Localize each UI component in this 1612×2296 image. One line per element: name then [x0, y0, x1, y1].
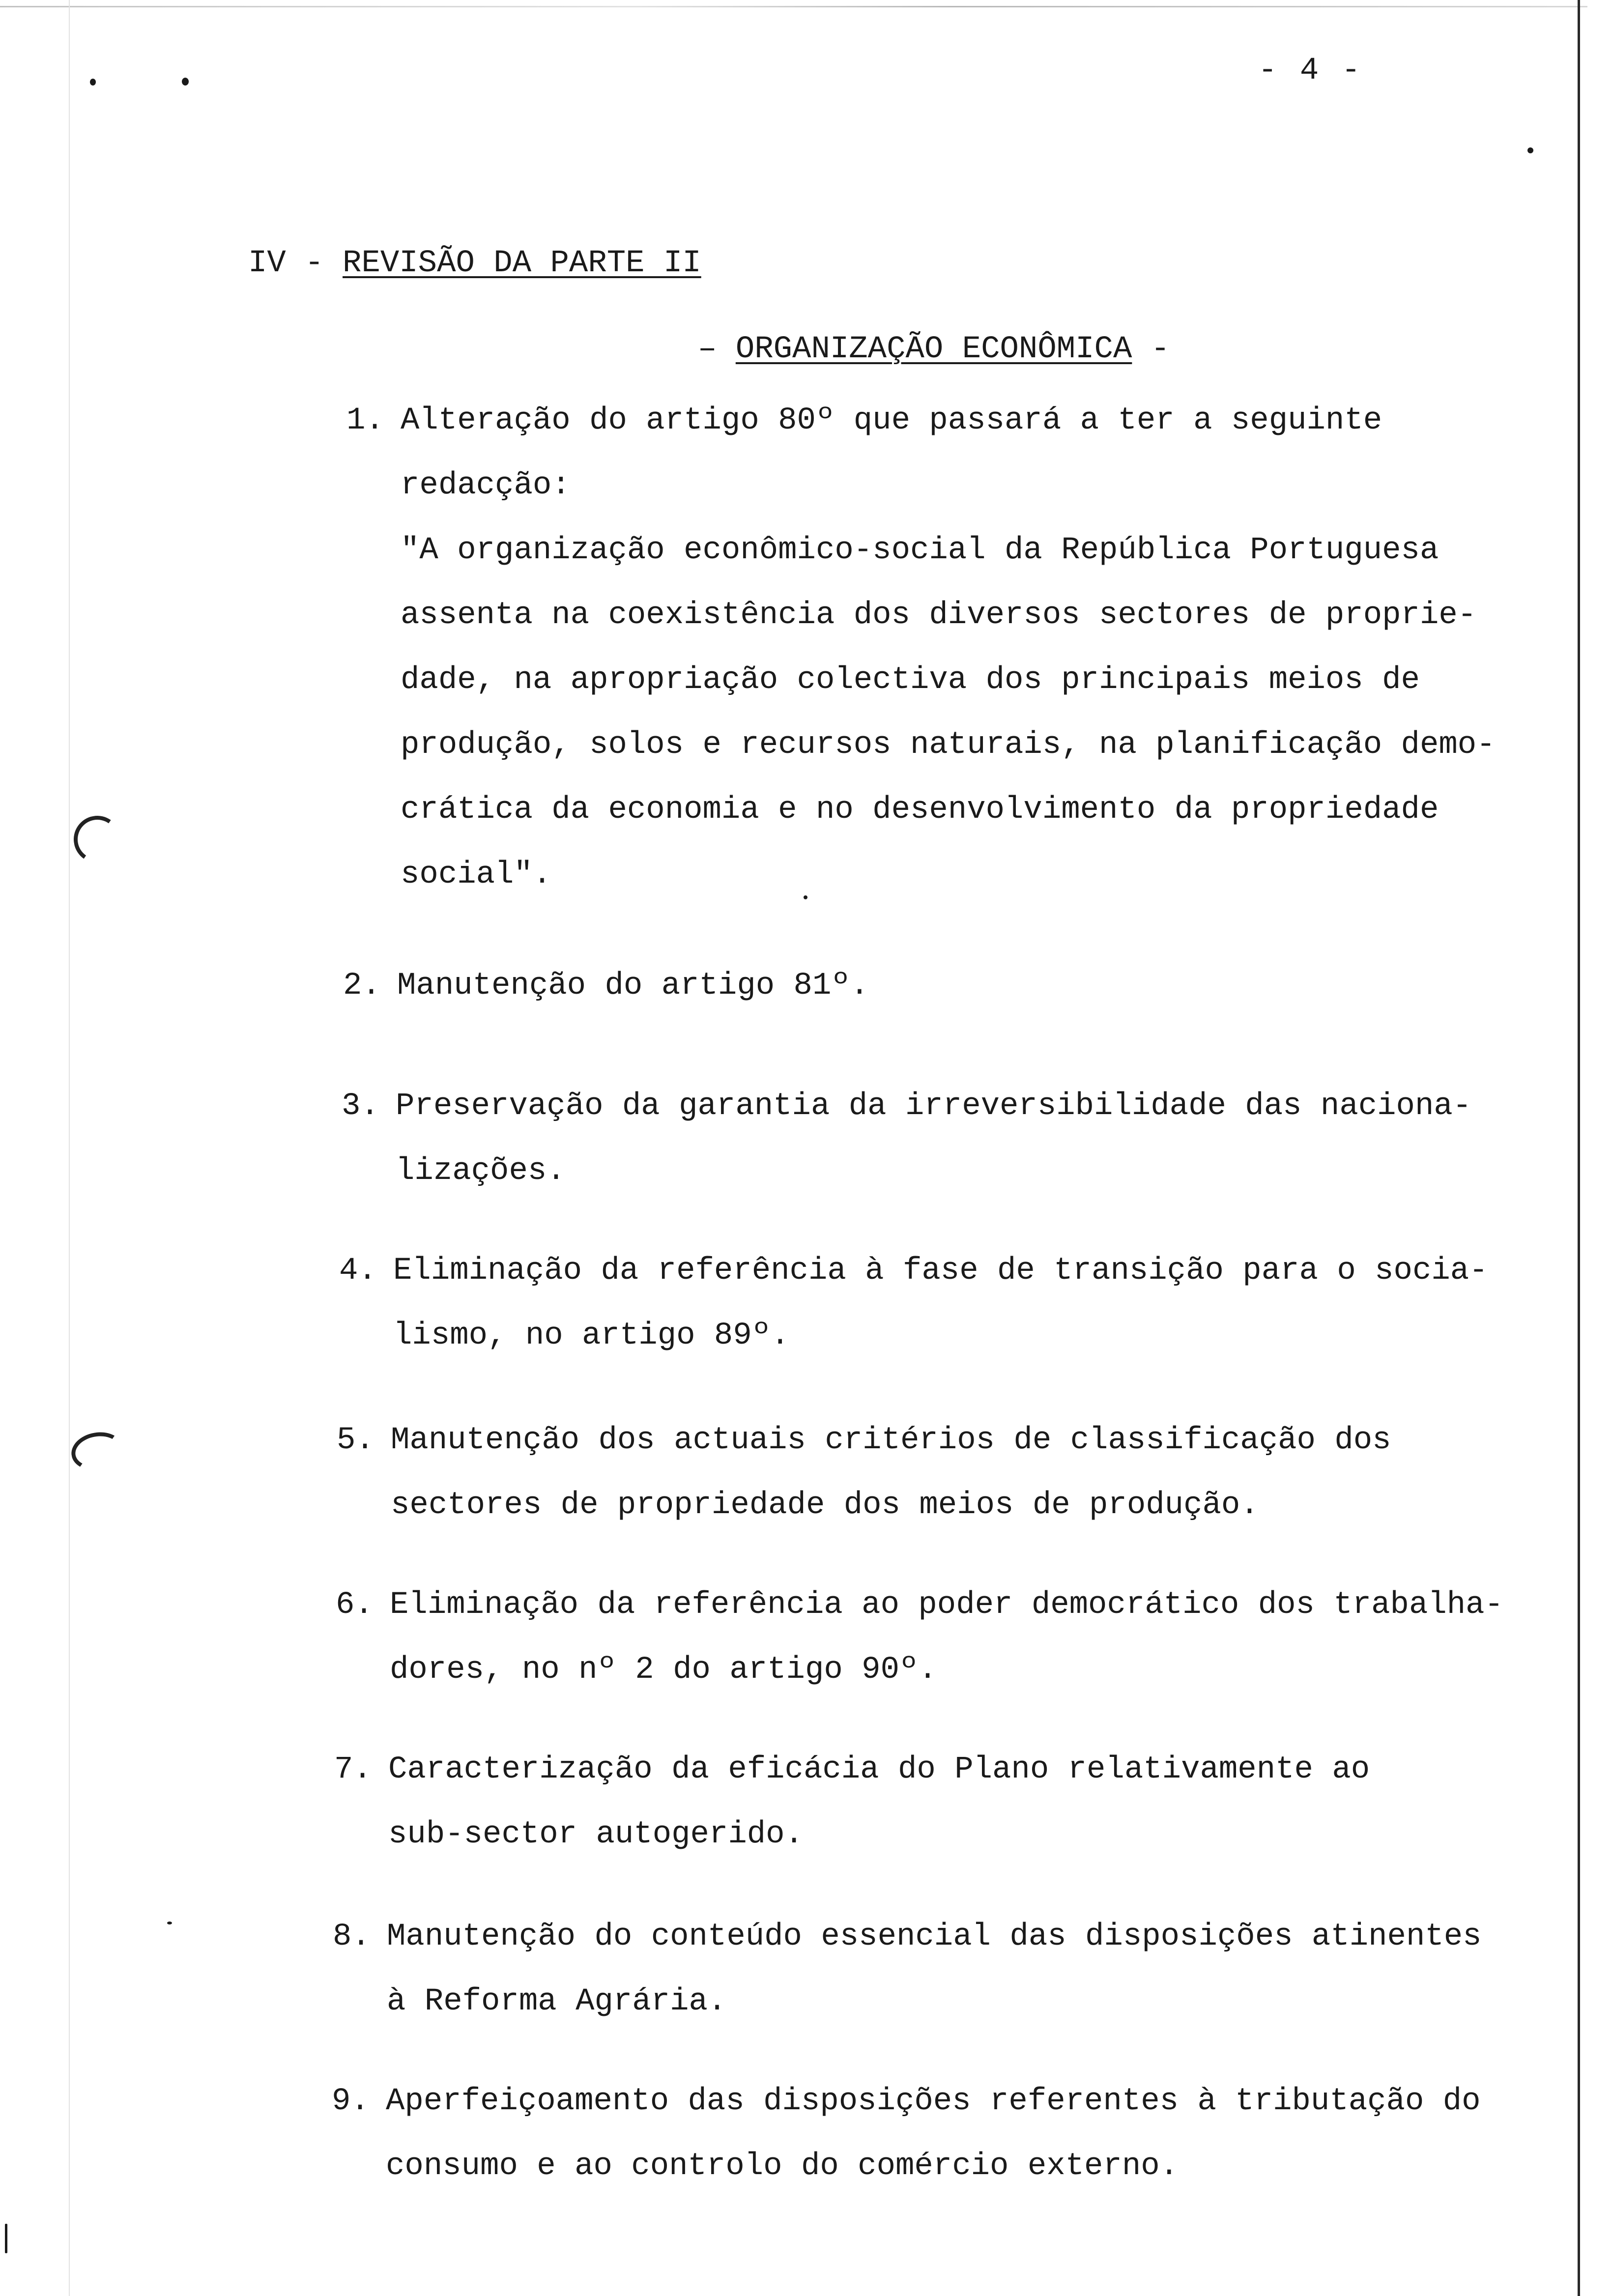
item-line: Preservação da garantia da irreversibilidade das naciona-	[396, 1089, 1472, 1124]
item-number: 3.	[342, 1089, 379, 1124]
item-line: dade, na apropriação colectiva dos principais meios de	[401, 662, 1420, 698]
item-line: lismo, no artigo 89º.	[393, 1318, 790, 1353]
item-line: sectores de propriedade dos meios de produção.	[391, 1488, 1259, 1523]
item-number: 7.	[334, 1752, 372, 1787]
scan-right-edge	[1578, 0, 1580, 2296]
list-item	[334, 1737, 1370, 1867]
item-line: consumo e ao controlo do comércio externo.	[386, 2149, 1179, 2184]
list-item	[339, 1238, 1488, 1368]
scan-speck	[5, 2224, 7, 2253]
item-line: redacção:	[401, 468, 571, 503]
item-line: Caracterização da eficácia do Plano relativamente ao	[388, 1752, 1370, 1787]
section-heading	[248, 246, 701, 281]
scan-speck	[182, 78, 189, 86]
page-number: - 4 -	[1258, 53, 1363, 88]
item-number: 8.	[333, 1919, 371, 1954]
scan-speck	[90, 79, 96, 86]
section-subtitle-tail: -	[1132, 332, 1170, 367]
item-line: Aperfeiçoamento das disposições referentes à tributação do	[386, 2084, 1481, 2119]
item-line: Manutenção do artigo 81º.	[397, 968, 869, 1004]
item-line: "A organização econômico-social da República Portuguesa	[401, 533, 1439, 568]
item-number: 2.	[343, 968, 381, 1004]
section-subheading	[698, 332, 1170, 367]
scan-left-margin	[69, 0, 70, 2296]
item-line: lizações.	[396, 1153, 566, 1189]
scan-top-edge	[0, 6, 1587, 7]
punch-hole-mark	[68, 1428, 126, 1474]
item-line: assenta na coexistência dos diversos sectores de proprie-	[401, 598, 1477, 633]
item-line: Eliminação da referência à fase de transição para o socia-	[393, 1253, 1488, 1289]
list-item	[336, 1573, 1503, 1702]
item-number: 4.	[339, 1253, 377, 1289]
item-line: produção, solos e recursos naturais, na planificação demo-	[401, 727, 1496, 763]
section-subtitle: ORGANIZAÇÃO ECONÔMICA	[735, 332, 1132, 367]
item-line: Alteração do artigo 80º que passará a ter a seguinte	[401, 403, 1382, 438]
list-item	[333, 1904, 1482, 2034]
item-number: 1.	[346, 403, 384, 438]
item-line: sub-sector autogerido.	[388, 1817, 804, 1852]
punch-hole-mark	[70, 812, 124, 866]
item-line: Manutenção dos actuais critérios de classificação dos	[391, 1423, 1391, 1458]
list-item	[343, 953, 869, 1018]
scan-speck	[167, 1922, 172, 1924]
item-line: Eliminação da referência ao poder democrático dos trabalha-	[390, 1587, 1503, 1623]
item-line: social".	[401, 857, 552, 892]
item-number: 5.	[337, 1423, 374, 1458]
list-item	[346, 388, 1496, 907]
section-title: REVISÃO DA PARTE II	[343, 246, 701, 281]
item-line: Manutenção do conteúdo essencial das disposições atinentes	[387, 1919, 1482, 1954]
item-line: crática da economia e no desenvolvimento da propriedade	[401, 792, 1439, 828]
section-prefix: IV -	[248, 246, 343, 281]
item-line: dores, no nº 2 do artigo 90º.	[390, 1652, 937, 1688]
section-subtitle-lead: –	[698, 332, 736, 367]
list-item	[342, 1074, 1472, 1204]
item-number: 6.	[336, 1587, 374, 1623]
list-item	[332, 2069, 1481, 2199]
item-line: à Reforma Agrária.	[387, 1984, 727, 2019]
list-item	[337, 1408, 1391, 1538]
item-number: 9.	[332, 2084, 370, 2119]
scan-speck	[1527, 147, 1533, 153]
